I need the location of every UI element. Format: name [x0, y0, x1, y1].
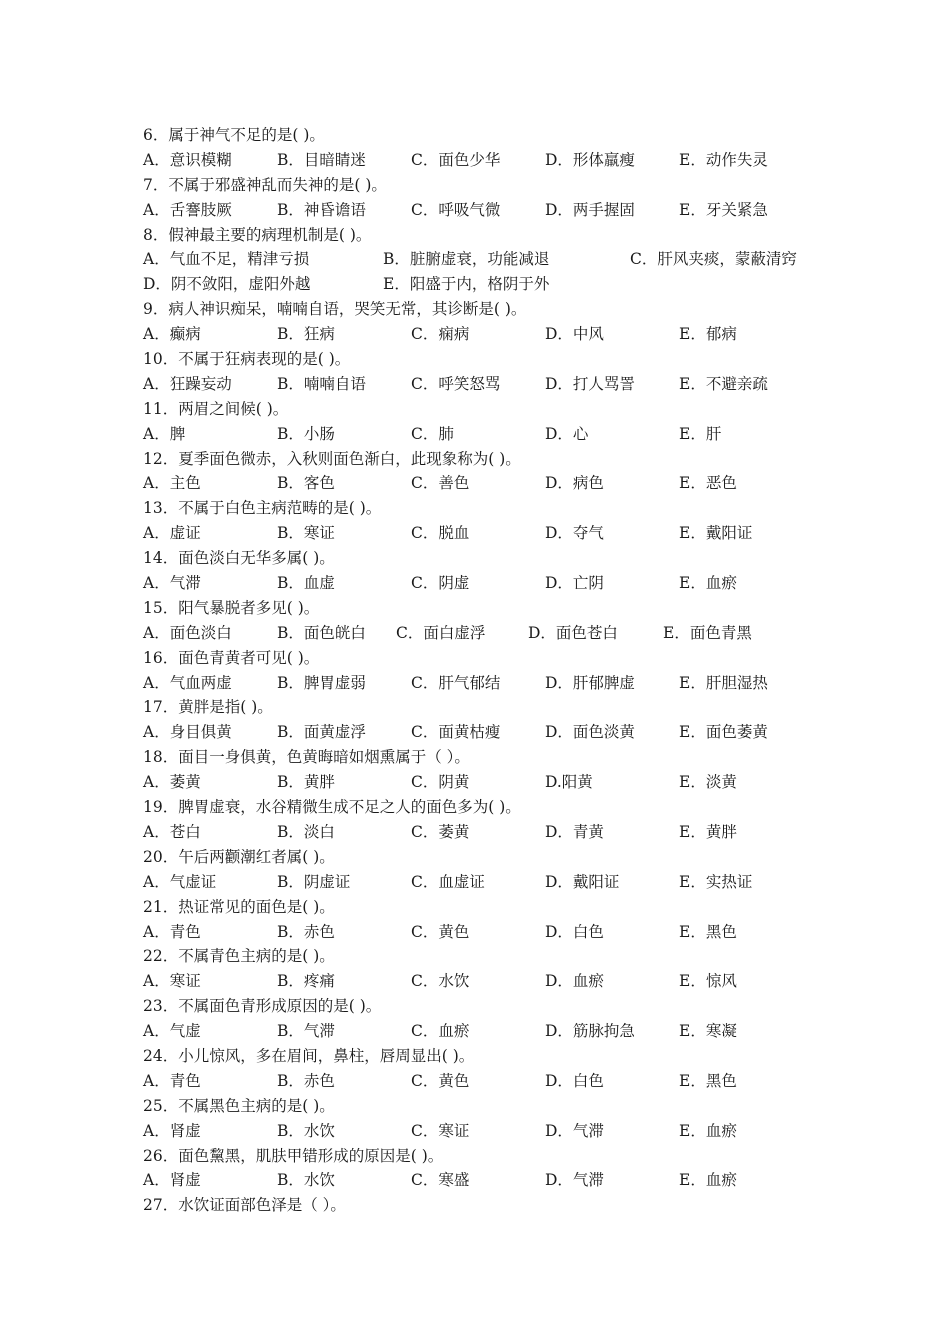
question-22: 22．不属青色主病的是( )。 [143, 947, 335, 966]
question-18: 18．面目一身俱黄，色黄晦暗如烟熏属于（ ）。 [143, 748, 470, 767]
question-16: 16．面色青黄者可见( )。 [143, 648, 320, 667]
option-e: E．淡黄 [679, 773, 737, 792]
option-b: B．目暗睛迷 [277, 150, 366, 169]
question-6: 6．属于神气不足的是( )。 [143, 126, 325, 144]
options-16 [143, 671, 823, 696]
option-e: E．动作失灵 [679, 150, 768, 169]
question-12: 12．夏季面色微赤，入秋则面色渐白，此现象称为( )。 [143, 449, 521, 468]
option-d: D．面色淡黄 [545, 723, 635, 742]
option-d: D．阴不敛阳，虚阳外越 [143, 275, 311, 294]
option-e: E．阳盛于内，格阴于外 [383, 275, 550, 294]
option-a: A．青色 [143, 1071, 201, 1090]
option-a: A．气滞 [143, 574, 201, 593]
option-b: B．小肠 [277, 424, 335, 443]
option-a: A．寒证 [143, 972, 201, 991]
option-d: D．戴阳证 [545, 872, 620, 891]
option-a: A．苍白 [143, 822, 201, 841]
option-d: D．两手握固 [545, 200, 635, 219]
option-c: C．阴虚 [411, 574, 470, 593]
option-b: B．淡白 [277, 822, 335, 841]
option-c: C．善色 [411, 474, 470, 493]
option-a: A．气血不足，精津亏损 [143, 250, 310, 269]
option-b: B．寒证 [277, 524, 335, 543]
option-b: B．赤色 [277, 1071, 335, 1090]
option-b: B．客色 [277, 474, 335, 493]
option-c: C．面黄枯瘦 [411, 723, 501, 742]
question-24: 24．小儿惊风，多在眉间，鼻柱，唇周显出( )。 [143, 1046, 475, 1065]
question-26: 26．面色黧黑，肌肤甲错形成的原因是( )。 [143, 1146, 444, 1165]
option-b: B．黄胖 [277, 773, 335, 792]
question-17: 17．黄胖是指( )。 [143, 698, 273, 717]
question-11: 11．两眉之间候( )。 [143, 399, 289, 418]
option-c: C．面色少华 [411, 150, 501, 169]
options-23 [143, 1019, 823, 1044]
option-b: B．脾胃虚弱 [277, 673, 366, 692]
option-b: B．赤色 [277, 922, 335, 941]
options-7 [143, 198, 823, 223]
option-c: C．阴黄 [411, 773, 470, 792]
option-e: E．惊风 [679, 972, 737, 991]
option-c: C．寒盛 [411, 1171, 470, 1190]
option-e: E．面色萎黄 [679, 723, 768, 742]
option-d: D．形体羸瘦 [545, 150, 635, 169]
option-b: B．水饮 [277, 1121, 335, 1140]
option-e: E．寒凝 [679, 1022, 737, 1041]
option-e: E．血瘀 [679, 1121, 737, 1140]
question-25: 25．不属黑色主病的是( )。 [143, 1096, 335, 1115]
question-9: 9．病人神识痴呆，喃喃自语，哭笑无常，其诊断是( )。 [143, 300, 527, 319]
question-23: 23．不属面色青形成原因的是( )。 [143, 997, 382, 1016]
options-6 [143, 148, 823, 173]
option-a: A．萎黄 [143, 773, 201, 792]
option-d: D．白色 [545, 922, 604, 941]
options-17 [143, 720, 823, 745]
option-d: D．亡阴 [545, 574, 604, 593]
question-7: 7．不属于邪盛神乱而失神的是( )。 [143, 175, 387, 194]
option-b: B．狂病 [277, 325, 335, 344]
option-d: D．中风 [545, 325, 604, 344]
option-d: D．青黄 [545, 822, 604, 841]
option-b: B．疼痛 [277, 972, 335, 991]
option-d: D.阳黄 [545, 773, 593, 792]
option-e: E．黄胖 [679, 822, 737, 841]
options-9 [143, 322, 823, 347]
option-e: E．黑色 [679, 1071, 737, 1090]
options-10 [143, 372, 823, 397]
question-15: 15．阳气暴脱者多见( )。 [143, 598, 320, 617]
option-e: E．不避亲疏 [679, 374, 768, 393]
option-d: D．肝郁脾虚 [545, 673, 635, 692]
option-d: D．心 [545, 424, 589, 443]
options-21 [143, 920, 823, 945]
option-c: C．黄色 [411, 1071, 470, 1090]
options-13 [143, 521, 823, 546]
question-20: 20．午后两颧潮红者属( )。 [143, 847, 335, 866]
option-a: A．虚证 [143, 524, 201, 543]
option-e: E．戴阳证 [679, 524, 753, 543]
option-a: A．气血两虚 [143, 673, 232, 692]
options-20 [143, 870, 823, 895]
option-c: C．血瘀 [411, 1022, 470, 1041]
option-c: C．面白虚浮 [396, 623, 486, 642]
option-a: A．身目俱黄 [143, 723, 232, 742]
option-c: C．肺 [411, 424, 454, 443]
option-a: A．癫病 [143, 325, 201, 344]
options-22 [143, 969, 823, 994]
option-e: E．实热证 [679, 872, 753, 891]
option-e: E．肝 [679, 424, 722, 443]
options-8-line-2 [143, 272, 823, 297]
option-a: A．气虚 [143, 1022, 201, 1041]
option-a: A．主色 [143, 474, 201, 493]
option-d: D．打人骂詈 [545, 374, 635, 393]
option-b: B．阴虚证 [277, 872, 351, 891]
question-10: 10．不属于狂病表现的是( )。 [143, 350, 351, 369]
option-e: E．肝胆湿热 [679, 673, 768, 692]
option-d: D．面色苍白 [528, 623, 618, 642]
option-e: E．恶色 [679, 474, 737, 493]
options-19 [143, 820, 823, 845]
options-24 [143, 1069, 823, 1094]
option-e: E．牙关紧急 [679, 200, 768, 219]
question-13: 13．不属于白色主病范畴的是( )。 [143, 499, 382, 518]
option-e: E．郁病 [679, 325, 737, 344]
option-d: D．夺气 [545, 524, 604, 543]
option-b: B．面色㿠白 [277, 623, 366, 642]
option-a: A．青色 [143, 922, 201, 941]
option-d: D．白色 [545, 1071, 604, 1090]
option-e: E．血瘀 [679, 574, 737, 593]
question-14: 14．面色淡白无华多属( )。 [143, 549, 335, 568]
question-27: 27．水饮证面部色泽是（ ）。 [143, 1196, 346, 1215]
option-b: B．神昏谵语 [277, 200, 366, 219]
options-15 [143, 621, 823, 646]
option-b: B．脏腑虚衰，功能减退 [383, 250, 550, 269]
option-a: A．狂躁妄动 [143, 374, 232, 393]
option-a: A．舌謇肢厥 [143, 200, 232, 219]
option-a: A．脾 [143, 424, 186, 443]
option-c: C．肝风夹痰，蒙蔽清窍 [630, 250, 797, 269]
options-11 [143, 422, 823, 447]
option-b: B．血虚 [277, 574, 335, 593]
option-c: C．呼吸气微 [411, 200, 501, 219]
option-b: B．气滞 [277, 1022, 335, 1041]
option-c: C．黄色 [411, 922, 470, 941]
options-25 [143, 1119, 823, 1144]
options-18 [143, 770, 823, 795]
option-e: E．黑色 [679, 922, 737, 941]
option-c: C．呼笑怒骂 [411, 374, 501, 393]
option-a: A．肾虚 [143, 1171, 201, 1190]
option-d: D．气滞 [545, 1121, 604, 1140]
option-a: A．肾虚 [143, 1121, 201, 1140]
option-d: D．病色 [545, 474, 604, 493]
question-19: 19．脾胃虚衰，水谷精微生成不足之人的面色多为( )。 [143, 798, 521, 817]
options-14 [143, 571, 823, 596]
option-c: C．血虚证 [411, 872, 485, 891]
option-c: C．脱血 [411, 524, 470, 543]
option-c: C．肝气郁结 [411, 673, 501, 692]
option-b: B．水饮 [277, 1171, 335, 1190]
option-d: D．血瘀 [545, 972, 604, 991]
option-a: A．意识模糊 [143, 150, 232, 169]
option-e: E．面色青黑 [663, 623, 752, 642]
options-8-line-1 [143, 247, 823, 272]
option-e: E．血瘀 [679, 1171, 737, 1190]
question-21: 21．热证常见的面色是( )。 [143, 897, 335, 916]
option-a: A．面色淡白 [143, 623, 232, 642]
option-d: D．气滞 [545, 1171, 604, 1190]
question-8: 8．假神最主要的病理机制是( )。 [143, 225, 372, 244]
option-b: B．喃喃自语 [277, 374, 366, 393]
option-c: C．萎黄 [411, 822, 470, 841]
option-b: B．面黄虚浮 [277, 723, 366, 742]
option-d: D．筋脉拘急 [545, 1022, 635, 1041]
option-c: C．寒证 [411, 1121, 470, 1140]
option-a: A．气虚证 [143, 872, 217, 891]
option-c: C．水饮 [411, 972, 470, 991]
options-12 [143, 471, 823, 496]
option-c: C．痫病 [411, 325, 470, 344]
question-sheet [143, 123, 823, 1218]
options-26 [143, 1168, 823, 1193]
